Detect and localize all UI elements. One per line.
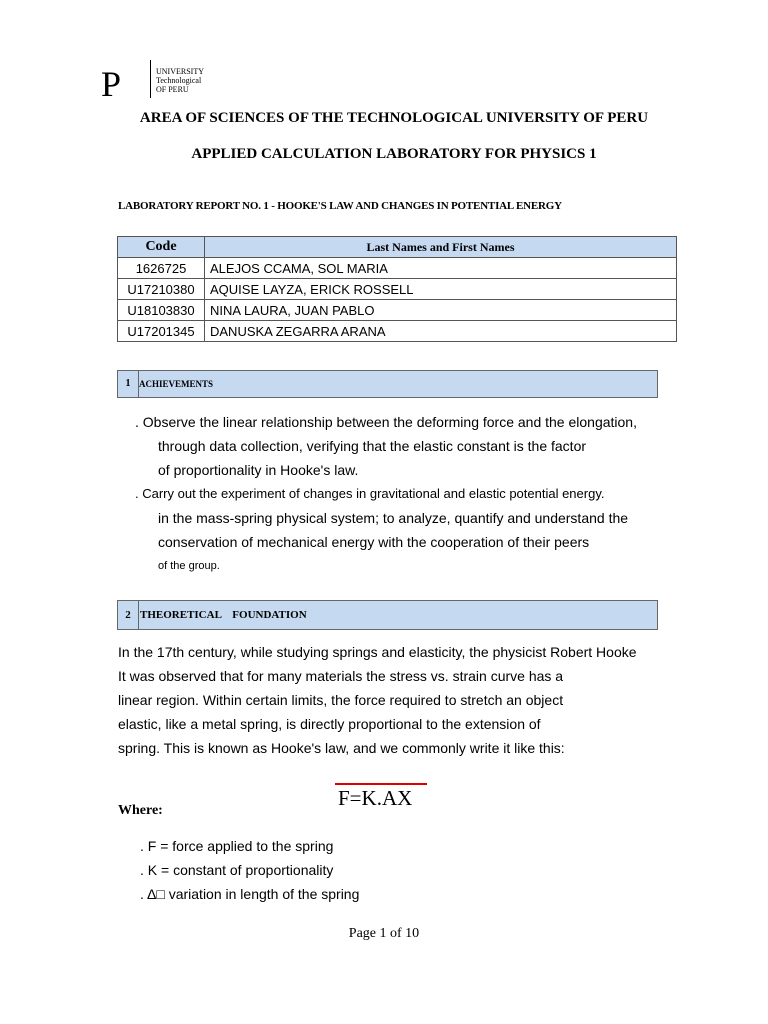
- student-name: DANUSKA ZEGARRA ARANA: [205, 321, 677, 342]
- section-title: THEORETICAL FOUNDATION: [140, 609, 307, 621]
- section-number: 1: [118, 371, 139, 397]
- achievement-line: through data collection, verifying that the elastic constant is the factor: [158, 438, 587, 454]
- section-header-achievements: [117, 370, 658, 398]
- logo-letter: P: [101, 64, 122, 104]
- definition-item: . Δ□ variation in length of the spring: [140, 886, 360, 902]
- table-row: [118, 279, 677, 300]
- title-area: AREA OF SCIENCES OF THE TECHNOLOGICAL UNIVERSITY OF PERU: [139, 110, 649, 126]
- section-header-theoretical-foundation: [117, 600, 658, 630]
- student-name: ALEJOS CCAMA, SOL MARIA: [205, 258, 677, 279]
- roster-table: [117, 236, 677, 342]
- student-name: NINA LAURA, JUAN PABLO: [205, 300, 677, 321]
- paragraph-line: spring. This is known as Hooke's law, and we commonly write it like this:: [118, 740, 565, 756]
- student-code: U17210380: [118, 279, 205, 300]
- student-name: AQUISE LAYZA, ERICK ROSSELL: [205, 279, 677, 300]
- formula-underline: [335, 783, 427, 785]
- table-row: [118, 321, 677, 342]
- logo-line: OF PERU: [156, 85, 189, 94]
- definition-item: . F = force applied to the spring: [140, 838, 334, 854]
- logo-line: UNIVERSITY: [156, 67, 204, 76]
- where-label: Where:: [118, 803, 163, 818]
- achievement-line: . Carry out the experiment of changes in gravitational and elastic potential energy.: [135, 486, 605, 501]
- section-number: 2: [118, 601, 139, 629]
- report-title: LABORATORY REPORT NO. 1 - HOOKE'S LAW AND CHANGES IN POTENTIAL ENERGY: [118, 200, 562, 212]
- table-row: [118, 258, 677, 279]
- achievement-line: of proportionality in Hooke's law.: [158, 462, 359, 478]
- achievement-line: . Observe the linear relationship between the deforming force and the elongation,: [135, 414, 637, 430]
- paragraph-line: It was observed that for many materials the stress vs. strain curve has a: [118, 668, 564, 684]
- achievement-line: conservation of mechanical energy with the cooperation of their peers: [158, 534, 590, 550]
- paragraph-line: In the 17th century, while studying springs and elasticity, the physicist Robert Hooke: [118, 644, 637, 660]
- paragraph-line: elastic, like a metal spring, is directly proportional to the extension of: [118, 716, 541, 732]
- student-code: U18103830: [118, 300, 205, 321]
- logo-line: Technological: [156, 76, 202, 85]
- table-row: [118, 300, 677, 321]
- logo-divider: [150, 60, 151, 98]
- table-header-row: [118, 237, 677, 258]
- hooke-formula: F=K.AX: [338, 786, 413, 810]
- page-number: Page 1 of 10: [348, 926, 420, 941]
- achievement-line: in the mass-spring physical system; to analyze, quantify and understand the: [158, 510, 629, 526]
- title-lab: APPLIED CALCULATION LABORATORY FOR PHYSICS 1: [191, 146, 597, 162]
- column-header-code: Code: [118, 237, 205, 258]
- section-title: ACHIEVEMENTS: [139, 379, 214, 389]
- column-header-names: Last Names and First Names: [205, 237, 677, 258]
- student-code: 1626725: [118, 258, 205, 279]
- definition-item: . K = constant of proportionality: [140, 862, 334, 878]
- student-code: U17201345: [118, 321, 205, 342]
- paragraph-line: linear region. Within certain limits, the force required to stretch an object: [118, 692, 564, 708]
- achievement-line: of the group.: [158, 560, 220, 572]
- logo-text: [156, 67, 204, 94]
